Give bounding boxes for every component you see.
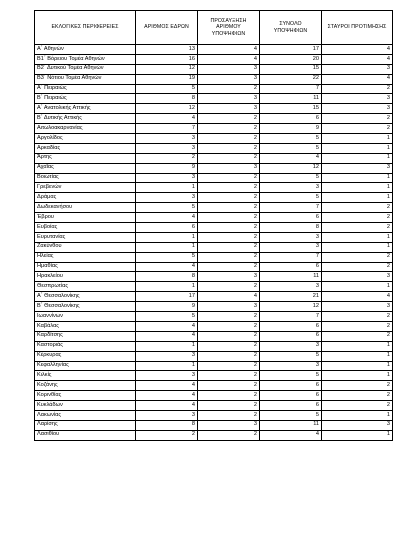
preference-cell: 1: [322, 173, 393, 183]
total-cell: 5: [260, 143, 322, 153]
table-row: [35, 302, 393, 312]
seats-cell: 9: [136, 163, 198, 173]
total-cell: 6: [260, 262, 322, 272]
preference-cell: 1: [322, 282, 393, 292]
seats-cell: 3: [136, 371, 198, 381]
increase-cell: 3: [198, 420, 260, 430]
seats-cell: 4: [136, 401, 198, 411]
preference-cell: 1: [322, 361, 393, 371]
preference-cell: 1: [322, 430, 393, 440]
seats-cell: 4: [136, 381, 198, 391]
seats-cell: 5: [136, 84, 198, 94]
total-cell: 9: [260, 124, 322, 134]
preference-cell: 1: [322, 193, 393, 203]
seats-cell: 2: [136, 153, 198, 163]
preference-cell: 2: [322, 124, 393, 134]
total-cell: 22: [260, 74, 322, 84]
preference-cell: 3: [322, 104, 393, 114]
header-total-candidates: ΣΥΝΟΛΟ ΥΠΟΨΗΦΙΩΝ: [260, 11, 322, 45]
increase-cell: 2: [198, 153, 260, 163]
seats-cell: 3: [136, 134, 198, 144]
total-cell: 11: [260, 272, 322, 282]
preference-cell: 2: [322, 381, 393, 391]
district-cell: Β3΄ Νότιου Τομέα Αθηνών: [35, 74, 136, 84]
increase-cell: 4: [198, 292, 260, 302]
table-row: [35, 114, 393, 124]
increase-cell: 2: [198, 173, 260, 183]
preference-cell: 2: [322, 262, 393, 272]
preference-cell: 2: [322, 331, 393, 341]
increase-cell: 2: [198, 361, 260, 371]
total-cell: 12: [260, 163, 322, 173]
total-cell: 5: [260, 193, 322, 203]
increase-cell: 2: [198, 213, 260, 223]
preference-cell: 1: [322, 143, 393, 153]
district-cell: Κυκλάδων: [35, 401, 136, 411]
district-cell: Αργολίδος: [35, 134, 136, 144]
district-cell: Α΄ Πειραιώς: [35, 84, 136, 94]
total-cell: 5: [260, 173, 322, 183]
table-row: [35, 45, 393, 55]
preference-cell: 4: [322, 45, 393, 55]
seats-cell: 4: [136, 114, 198, 124]
district-cell: Ημαθίας: [35, 262, 136, 272]
seats-cell: 19: [136, 74, 198, 84]
seats-cell: 1: [136, 341, 198, 351]
seats-cell: 5: [136, 203, 198, 213]
table-row: [35, 94, 393, 104]
district-cell: Λασιθίου: [35, 430, 136, 440]
table-row: [35, 272, 393, 282]
increase-cell: 3: [198, 302, 260, 312]
district-cell: Ευρυτανίας: [35, 232, 136, 242]
table-row: [35, 312, 393, 322]
seats-cell: 8: [136, 272, 198, 282]
increase-cell: 2: [198, 381, 260, 391]
total-cell: 3: [260, 242, 322, 252]
district-cell: Αιτωλοακαρνανίας: [35, 124, 136, 134]
seats-cell: 3: [136, 351, 198, 361]
seats-cell: 8: [136, 94, 198, 104]
preference-cell: 1: [322, 232, 393, 242]
district-cell: Έβρου: [35, 213, 136, 223]
preference-cell: 2: [322, 203, 393, 213]
increase-cell: 2: [198, 84, 260, 94]
preference-cell: 2: [322, 252, 393, 262]
total-cell: 3: [260, 341, 322, 351]
increase-cell: 2: [198, 262, 260, 272]
seats-cell: 4: [136, 262, 198, 272]
table-row: [35, 54, 393, 64]
table-row: [35, 351, 393, 361]
preference-cell: 2: [322, 321, 393, 331]
preference-cell: 3: [322, 64, 393, 74]
table-row: [35, 173, 393, 183]
district-cell: Ηρακλείου: [35, 272, 136, 282]
preference-cell: 4: [322, 74, 393, 84]
district-cell: Β1΄ Βόρειου Τομέα Αθηνών: [35, 54, 136, 64]
total-cell: 6: [260, 213, 322, 223]
table-row: [35, 391, 393, 401]
table-row: [35, 74, 393, 84]
district-cell: Β΄ Δυτικής Αττικής: [35, 114, 136, 124]
seats-cell: 4: [136, 331, 198, 341]
preference-cell: 2: [322, 223, 393, 233]
preference-cell: 1: [322, 351, 393, 361]
preference-cell: 1: [322, 341, 393, 351]
district-cell: Θεσπρωτίας: [35, 282, 136, 292]
table-row: [35, 84, 393, 94]
total-cell: 15: [260, 104, 322, 114]
table-row: [35, 341, 393, 351]
table-row: [35, 321, 393, 331]
total-cell: 6: [260, 391, 322, 401]
increase-cell: 2: [198, 183, 260, 193]
increase-cell: 2: [198, 232, 260, 242]
increase-cell: 2: [198, 124, 260, 134]
increase-cell: 2: [198, 203, 260, 213]
increase-cell: 2: [198, 223, 260, 233]
table-row: [35, 124, 393, 134]
total-cell: 6: [260, 321, 322, 331]
seats-cell: 1: [136, 282, 198, 292]
increase-cell: 2: [198, 401, 260, 411]
table-row: [35, 292, 393, 302]
total-cell: 5: [260, 351, 322, 361]
total-cell: 6: [260, 331, 322, 341]
district-cell: Καβάλας: [35, 321, 136, 331]
total-cell: 6: [260, 401, 322, 411]
total-cell: 3: [260, 183, 322, 193]
total-cell: 21: [260, 292, 322, 302]
preference-cell: 2: [322, 213, 393, 223]
seats-cell: 13: [136, 45, 198, 55]
seats-cell: 12: [136, 104, 198, 114]
seats-cell: 6: [136, 223, 198, 233]
increase-cell: 2: [198, 252, 260, 262]
total-cell: 3: [260, 232, 322, 242]
district-cell: Αρκαδίας: [35, 143, 136, 153]
preference-cell: 1: [322, 242, 393, 252]
table-row: [35, 163, 393, 173]
seats-cell: 9: [136, 302, 198, 312]
header-district: ΕΚΛΟΓΙΚΕΣ ΠΕΡΙΦΕΡΕΙΕΣ: [35, 11, 136, 45]
preference-cell: 2: [322, 312, 393, 322]
increase-cell: 2: [198, 371, 260, 381]
total-cell: 20: [260, 54, 322, 64]
total-cell: 12: [260, 302, 322, 312]
seats-cell: 16: [136, 54, 198, 64]
seats-cell: 17: [136, 292, 198, 302]
seats-cell: 3: [136, 410, 198, 420]
table-header-row: [35, 11, 393, 45]
table-row: [35, 262, 393, 272]
table-row: [35, 410, 393, 420]
increase-cell: 4: [198, 45, 260, 55]
increase-cell: 3: [198, 272, 260, 282]
table-row: [35, 420, 393, 430]
total-cell: 3: [260, 282, 322, 292]
district-cell: Καρδίτσης: [35, 331, 136, 341]
increase-cell: 2: [198, 430, 260, 440]
seats-cell: 4: [136, 321, 198, 331]
increase-cell: 4: [198, 54, 260, 64]
table-row: [35, 232, 393, 242]
district-cell: Καστοριάς: [35, 341, 136, 351]
increase-cell: 2: [198, 193, 260, 203]
seats-cell: 12: [136, 64, 198, 74]
table-row: [35, 183, 393, 193]
table-row: [35, 331, 393, 341]
increase-cell: 2: [198, 242, 260, 252]
district-cell: Βοιωτίας: [35, 173, 136, 183]
preference-cell: 1: [322, 134, 393, 144]
increase-cell: 2: [198, 143, 260, 153]
seats-cell: 4: [136, 213, 198, 223]
seats-cell: 1: [136, 183, 198, 193]
table-row: [35, 242, 393, 252]
preference-cell: 4: [322, 54, 393, 64]
district-cell: Κορινθίας: [35, 391, 136, 401]
district-cell: Β΄ Πειραιώς: [35, 94, 136, 104]
increase-cell: 2: [198, 351, 260, 361]
total-cell: 7: [260, 252, 322, 262]
seats-cell: 1: [136, 361, 198, 371]
seats-cell: 3: [136, 193, 198, 203]
increase-cell: 2: [198, 341, 260, 351]
total-cell: 7: [260, 312, 322, 322]
total-cell: 17: [260, 45, 322, 55]
district-cell: Α΄ Ανατολικής Αττικής: [35, 104, 136, 114]
total-cell: 11: [260, 94, 322, 104]
table-row: [35, 381, 393, 391]
increase-cell: 2: [198, 134, 260, 144]
district-cell: Δράμας: [35, 193, 136, 203]
increase-cell: 2: [198, 391, 260, 401]
seats-cell: 4: [136, 391, 198, 401]
table-row: [35, 64, 393, 74]
increase-cell: 3: [198, 104, 260, 114]
table-row: [35, 430, 393, 440]
electoral-districts-table: [34, 10, 393, 441]
increase-cell: 3: [198, 94, 260, 104]
district-cell: Α΄ Θεσσαλονίκης: [35, 292, 136, 302]
district-cell: Λαρίσης: [35, 420, 136, 430]
district-cell: Κεφαλληνίας: [35, 361, 136, 371]
table-row: [35, 193, 393, 203]
total-cell: 6: [260, 114, 322, 124]
seats-cell: 1: [136, 242, 198, 252]
district-cell: Ζακύνθου: [35, 242, 136, 252]
table-row: [35, 282, 393, 292]
preference-cell: 1: [322, 410, 393, 420]
header-preference-votes: ΣΤΑΥΡΟΙ ΠΡΟΤΙΜΗΣΗΣ: [322, 11, 393, 45]
district-cell: Β΄ Θεσσαλονίκης: [35, 302, 136, 312]
preference-cell: 3: [322, 272, 393, 282]
preference-cell: 1: [322, 153, 393, 163]
seats-cell: 3: [136, 173, 198, 183]
total-cell: 6: [260, 381, 322, 391]
table-row: [35, 361, 393, 371]
total-cell: 7: [260, 84, 322, 94]
preference-cell: 3: [322, 94, 393, 104]
total-cell: 7: [260, 203, 322, 213]
table-row: [35, 104, 393, 114]
seats-cell: 7: [136, 124, 198, 134]
total-cell: 11: [260, 420, 322, 430]
preference-cell: 3: [322, 420, 393, 430]
seats-cell: 3: [136, 143, 198, 153]
seats-cell: 2: [136, 430, 198, 440]
table-row: [35, 153, 393, 163]
increase-cell: 2: [198, 321, 260, 331]
increase-cell: 3: [198, 74, 260, 84]
district-cell: Αχαΐας: [35, 163, 136, 173]
table-body: [35, 45, 393, 441]
preference-cell: 3: [322, 302, 393, 312]
table-row: [35, 213, 393, 223]
preference-cell: 2: [322, 84, 393, 94]
seats-cell: 1: [136, 232, 198, 242]
district-cell: Β2΄ Δυτικού Τομέα Αθηνών: [35, 64, 136, 74]
preference-cell: 3: [322, 163, 393, 173]
table-row: [35, 401, 393, 411]
increase-cell: 2: [198, 410, 260, 420]
preference-cell: 2: [322, 391, 393, 401]
seats-cell: 5: [136, 312, 198, 322]
district-cell: Δωδεκανήσου: [35, 203, 136, 213]
header-seats: ΑΡΙΘΜΟΣ ΕΔΡΩΝ: [136, 11, 198, 45]
district-cell: Άρτης: [35, 153, 136, 163]
district-cell: Λακωνίας: [35, 410, 136, 420]
preference-cell: 2: [322, 114, 393, 124]
district-cell: Ευβοίας: [35, 223, 136, 233]
total-cell: 4: [260, 430, 322, 440]
seats-cell: 5: [136, 252, 198, 262]
district-cell: Κοζάνης: [35, 381, 136, 391]
total-cell: 5: [260, 410, 322, 420]
increase-cell: 2: [198, 331, 260, 341]
increase-cell: 2: [198, 312, 260, 322]
seats-cell: 8: [136, 420, 198, 430]
table-row: [35, 223, 393, 233]
increase-cell: 3: [198, 64, 260, 74]
district-cell: Κέρκυρας: [35, 351, 136, 361]
total-cell: 3: [260, 361, 322, 371]
total-cell: 5: [260, 371, 322, 381]
preference-cell: 1: [322, 371, 393, 381]
preference-cell: 2: [322, 401, 393, 411]
district-cell: Κιλκίς: [35, 371, 136, 381]
preference-cell: 1: [322, 183, 393, 193]
district-cell: Α΄ Αθηνών: [35, 45, 136, 55]
table-row: [35, 371, 393, 381]
total-cell: 15: [260, 64, 322, 74]
total-cell: 4: [260, 153, 322, 163]
preference-cell: 4: [322, 292, 393, 302]
increase-cell: 2: [198, 282, 260, 292]
district-cell: Ηλείας: [35, 252, 136, 262]
total-cell: 5: [260, 134, 322, 144]
district-cell: Ιωαννίνων: [35, 312, 136, 322]
table-row: [35, 143, 393, 153]
total-cell: 8: [260, 223, 322, 233]
table-row: [35, 203, 393, 213]
increase-cell: 3: [198, 163, 260, 173]
table-row: [35, 252, 393, 262]
district-cell: Γρεβενών: [35, 183, 136, 193]
table-row: [35, 134, 393, 144]
increase-cell: 2: [198, 114, 260, 124]
header-candidate-increase: ΠΡΟΣΑΥΞΗΣΗ ΑΡΙΘΜΟΥ ΥΠΟΨΗΦΙΩΝ: [198, 11, 260, 45]
